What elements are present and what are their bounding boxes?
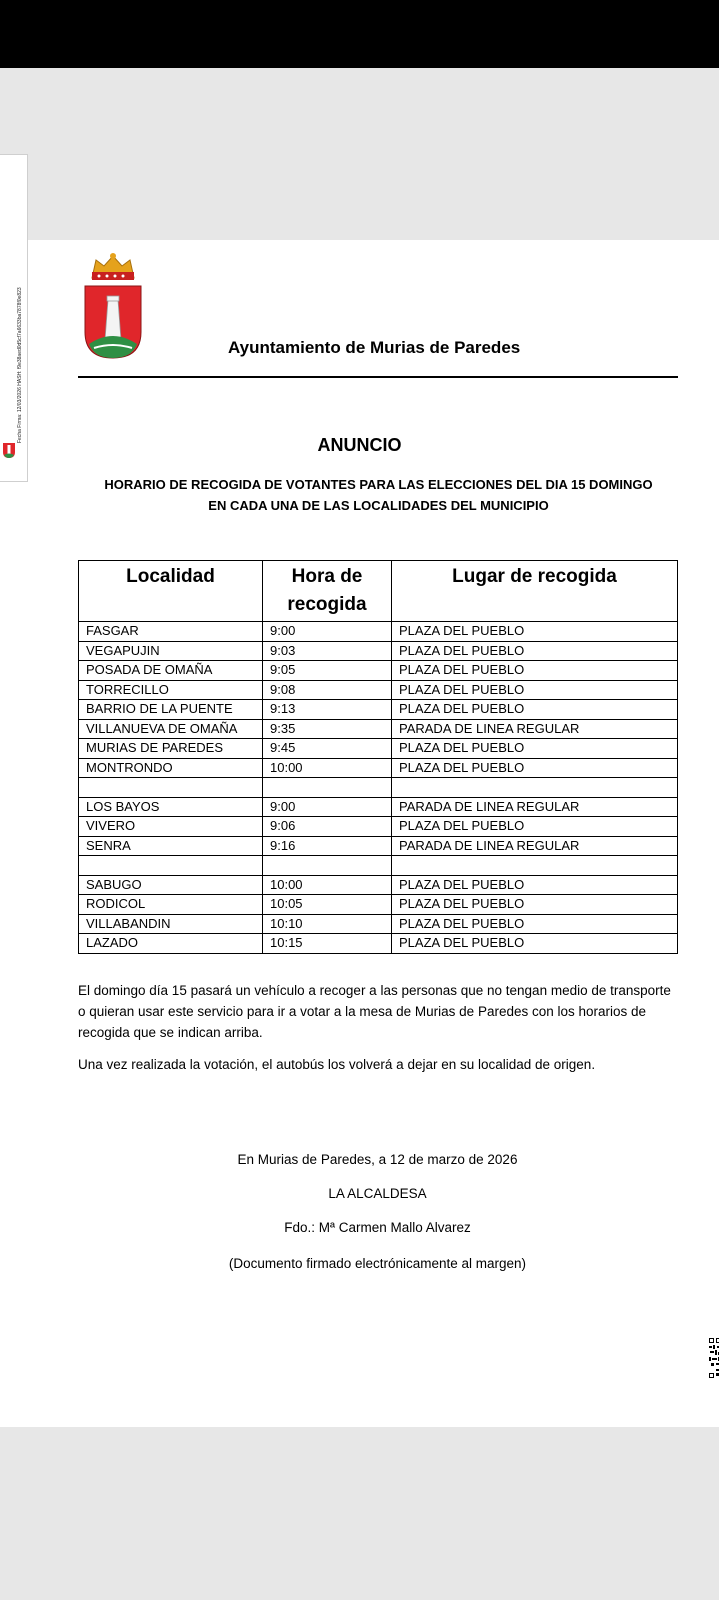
cell-lugar: PLAZA DEL PUEBLO — [392, 934, 678, 954]
cell-localidad: SENRA — [79, 836, 263, 856]
cell-lugar: PLAZA DEL PUEBLO — [392, 700, 678, 720]
table-row — [79, 739, 678, 759]
announcement-subtitle — [80, 474, 677, 516]
electronic-signature-margin — [0, 154, 28, 482]
column-header-lugar: Lugar de recogida — [392, 561, 678, 622]
cell-hora: 10:10 — [263, 914, 392, 934]
table-body — [79, 622, 678, 954]
cell-localidad: RODICOL — [79, 895, 263, 915]
header-divider — [78, 376, 678, 378]
table-row — [79, 641, 678, 661]
return-paragraph: Una vez realizada la votación, el autobús los volverá a dejar en su localidad de origen. — [78, 1057, 596, 1072]
table-row — [79, 817, 678, 837]
cell-hora: 9:08 — [263, 680, 392, 700]
cell-hora: 9:05 — [263, 661, 392, 681]
organization-name: Ayuntamiento de Murias de Paredes — [228, 338, 521, 357]
subtitle-line-2: EN CADA UNA DE LAS LOCALIDADES DEL MUNICIPIO — [208, 498, 549, 513]
signer-name: Fdo.: Mª Carmen Mallo Alvarez — [284, 1220, 471, 1235]
place-date: En Murias de Paredes, a 12 de marzo de 2026 — [237, 1152, 518, 1167]
cell-lugar: PARADA DE LINEA REGULAR — [392, 797, 678, 817]
cell-hora: 10:00 — [263, 875, 392, 895]
cell-localidad: FASGAR — [79, 622, 263, 642]
cell-localidad: VEGAPUJIN — [79, 641, 263, 661]
cell-hora: 9:00 — [263, 797, 392, 817]
cell-localidad: MURIAS DE PAREDES — [79, 739, 263, 759]
cell-localidad: LAZADO — [79, 934, 263, 954]
cell-lugar: PLAZA DEL PUEBLO — [392, 895, 678, 915]
cell-lugar: PLAZA DEL PUEBLO — [392, 817, 678, 837]
coat-of-arms-mini-icon — [2, 441, 16, 459]
cell-lugar: PLAZA DEL PUEBLO — [392, 680, 678, 700]
status-bar — [0, 0, 719, 68]
cell-lugar: PLAZA DEL PUEBLO — [392, 641, 678, 661]
cell-hora: 9:16 — [263, 836, 392, 856]
table-row — [79, 719, 678, 739]
table-row — [79, 914, 678, 934]
cell-lugar — [392, 856, 678, 876]
signer-role: LA ALCALDESA — [328, 1186, 427, 1201]
info-paragraph: El domingo día 15 pasará un vehículo a recoger a las personas que no tengan medio de transporte o quieran usar este servicio para ir a votar a la mesa de Murias de Paredes con los horarios de recogida que se indican arriba. — [78, 983, 671, 1040]
cell-hora: 10:00 — [263, 758, 392, 778]
table-row — [79, 895, 678, 915]
cell-lugar: PLAZA DEL PUEBLO — [392, 914, 678, 934]
cell-hora: 9:00 — [263, 622, 392, 642]
electronic-signature-note: (Documento firmado electrónicamente al margen) — [228, 1256, 527, 1271]
cell-localidad: VILLANUEVA DE OMAÑA — [79, 719, 263, 739]
cell-lugar: PLAZA DEL PUEBLO — [392, 622, 678, 642]
column-header-hora: Hora de recogida — [263, 561, 392, 622]
table-header-row — [79, 561, 678, 622]
cell-localidad: LOS BAYOS — [79, 797, 263, 817]
cell-localidad: MONTRONDO — [79, 758, 263, 778]
cell-localidad: BARRIO DE LA PUENTE — [79, 700, 263, 720]
pickup-schedule-table — [78, 560, 678, 954]
table-row — [79, 778, 678, 798]
cell-localidad — [79, 778, 263, 798]
subtitle-line-1: HORARIO DE RECOGIDA DE VOTANTES PARA LAS ELECCIONES DEL DIA 15 DOMINGO — [104, 477, 653, 492]
cell-hora: 9:13 — [263, 700, 392, 720]
table-row — [79, 680, 678, 700]
cell-lugar: PLAZA DEL PUEBLO — [392, 875, 678, 895]
cell-localidad: VILLABANDIN — [79, 914, 263, 934]
cell-hora: 9:45 — [263, 739, 392, 759]
cell-localidad — [79, 856, 263, 876]
qr-code-icon — [709, 1338, 719, 1378]
cell-localidad: VIVERO — [79, 817, 263, 837]
cell-hora — [263, 778, 392, 798]
table-row — [79, 875, 678, 895]
cell-hora — [263, 856, 392, 876]
cell-localidad: POSADA DE OMAÑA — [79, 661, 263, 681]
announcement-title: ANUNCIO — [317, 435, 402, 455]
cell-hora: 9:03 — [263, 641, 392, 661]
cell-localidad: TORRECILLO — [79, 680, 263, 700]
document-page — [0, 240, 719, 1427]
cell-lugar: PARADA DE LINEA REGULAR — [392, 719, 678, 739]
cell-lugar: PLAZA DEL PUEBLO — [392, 661, 678, 681]
cell-hora: 9:35 — [263, 719, 392, 739]
coat-of-arms-logo — [80, 252, 146, 360]
cell-hora: 10:15 — [263, 934, 392, 954]
cell-hora: 10:05 — [263, 895, 392, 915]
table-row — [79, 797, 678, 817]
cell-lugar: PLAZA DEL PUEBLO — [392, 739, 678, 759]
table-row — [79, 758, 678, 778]
signature-hash-text: Fecha Firma: 12/03/2026 HASH: f9e38aed0d5cf7a6633ba7878f0e823 — [17, 287, 23, 443]
table-row — [79, 836, 678, 856]
table-row — [79, 661, 678, 681]
table-row — [79, 700, 678, 720]
table-row — [79, 856, 678, 876]
cell-hora: 9:06 — [263, 817, 392, 837]
cell-lugar — [392, 778, 678, 798]
table-row — [79, 622, 678, 642]
column-header-localidad: Localidad — [79, 561, 263, 622]
cell-lugar: PARADA DE LINEA REGULAR — [392, 836, 678, 856]
table-row — [79, 934, 678, 954]
cell-localidad: SABUGO — [79, 875, 263, 895]
cell-lugar: PLAZA DEL PUEBLO — [392, 758, 678, 778]
